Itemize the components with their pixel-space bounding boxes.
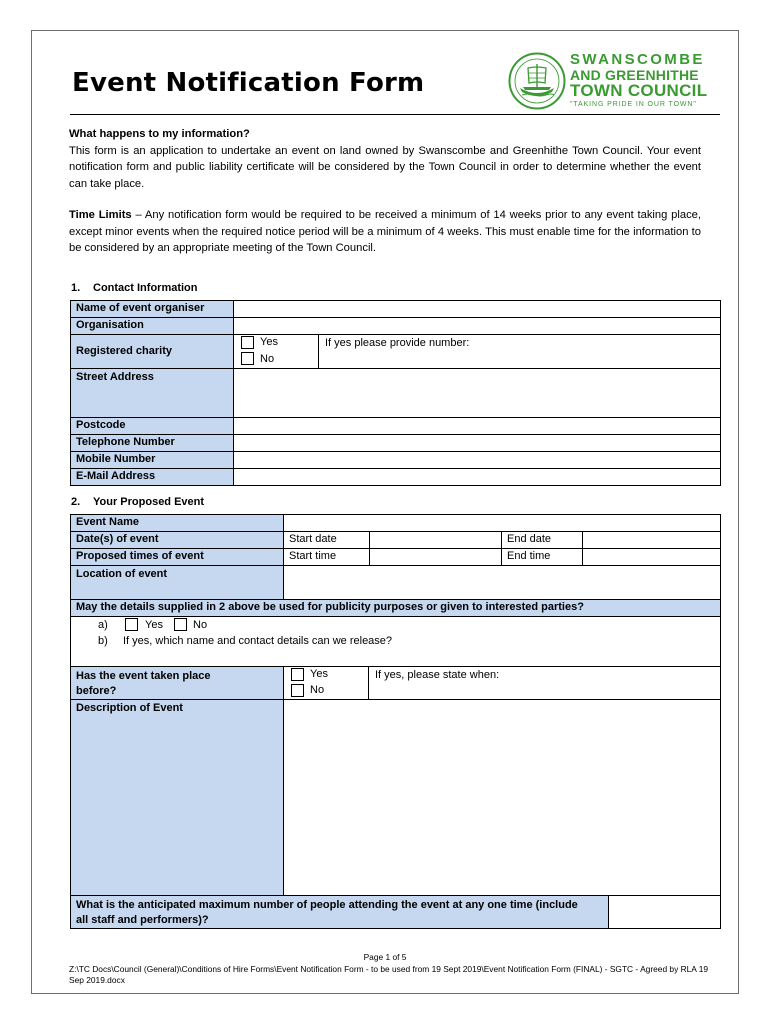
publicity-yes-label: Yes	[145, 619, 163, 631]
publicity-yes-checkbox[interactable]	[125, 618, 138, 631]
street-label: Street Address	[70, 368, 234, 418]
end-date-input[interactable]	[582, 531, 721, 549]
organisation-label: Organisation	[70, 317, 234, 335]
location-input[interactable]	[283, 565, 721, 600]
description-label: Description of Event	[70, 699, 284, 896]
publicity-question: May the details supplied in 2 above be used for publicity purposes or given to interested parties?	[70, 599, 721, 617]
location-label: Location of event	[70, 565, 284, 600]
start-date-input[interactable]	[369, 531, 502, 549]
publicity-release-question: If yes, which name and contact details can we release?	[123, 635, 393, 647]
page-number: Page 1 of 5	[363, 952, 407, 962]
event-before-yes-label: Yes	[310, 668, 328, 680]
event-before-label: Has the event taken place before?	[70, 666, 284, 700]
end-time-label: End time	[501, 548, 583, 566]
dates-label: Date(s) of event	[70, 531, 284, 549]
time-limits-label: Time Limits	[69, 209, 132, 221]
logo-line-3: TOWN COUNCIL	[570, 81, 708, 100]
section-2-heading: 2. Your Proposed Event	[71, 496, 205, 508]
start-date-label: Start date	[283, 531, 370, 549]
organiser-label: Name of event organiser	[70, 300, 234, 318]
section-1-heading: 1. Contact Information	[71, 282, 198, 294]
logo-tagline: "TAKING PRIDE IN OUR TOWN"	[570, 101, 697, 108]
publicity-item-a: a)	[98, 619, 108, 631]
end-date-label: End date	[501, 531, 583, 549]
mobile-input[interactable]	[233, 451, 721, 469]
organisation-input[interactable]	[233, 317, 721, 335]
charity-number-label: If yes please provide number:	[325, 337, 470, 349]
charity-no-label: No	[260, 353, 275, 365]
intro-section	[69, 126, 701, 192]
title-divider	[70, 114, 720, 115]
times-label: Proposed times of event	[70, 548, 284, 566]
charity-yes-checkbox[interactable]	[241, 336, 254, 349]
charity-no-checkbox[interactable]	[241, 352, 254, 365]
street-input[interactable]	[233, 368, 721, 418]
event-before-yes-checkbox[interactable]	[291, 668, 304, 681]
telephone-input[interactable]	[233, 434, 721, 452]
time-limits-text: – Any notification form would be required to be received a minimum of 14 weeks prior to any event taking place, except minor events when the required notice period will be a minimum of 4 weeks. This must enable time for the information to be considered by an appropriate meeting of the Town Council.	[69, 209, 702, 254]
intro-heading: What happens to my information?	[69, 128, 250, 140]
email-label: E-Mail Address	[70, 468, 234, 486]
event-before-no-label: No	[310, 684, 325, 696]
council-logo	[508, 50, 723, 112]
end-time-input[interactable]	[582, 548, 721, 566]
mobile-label: Mobile Number	[70, 451, 234, 469]
charity-label: Registered charity	[70, 334, 234, 369]
publicity-item-b: b)	[98, 635, 108, 647]
postcode-label: Postcode	[70, 417, 234, 435]
intro-paragraph: This form is an application to undertake an event on land owned by Swanscombe and Greenhithe Town Council. Your event notification form and public liability certificate will be considered by the Town Council in order to determine whether the event can take place.	[69, 144, 701, 190]
start-time-input[interactable]	[369, 548, 502, 566]
event-name-label: Event Name	[70, 514, 284, 532]
file-path-footer: Z:\TC Docs\Council (General)\Conditions of Hire Forms\Event Notification Form - to be used from 19 Sept 2019\Event Notification Form (FINAL) - SGTC - Agreed by RLA 19 Sep 2019.docx	[69, 964, 709, 985]
email-input[interactable]	[233, 468, 721, 486]
attendance-question: What is the anticipated maximum number of people attending the event at any one time (include all staff and performers)?	[70, 895, 609, 929]
event-before-when-field[interactable]	[368, 666, 721, 700]
ship-emblem-icon	[508, 52, 566, 110]
publicity-no-checkbox[interactable]	[174, 618, 187, 631]
logo-line-2: AND GREENHITHE	[570, 67, 699, 83]
description-input[interactable]	[283, 699, 721, 896]
charity-number-field[interactable]	[318, 334, 721, 369]
logo-line-1: SWANSCOMBE	[570, 51, 705, 68]
organiser-input[interactable]	[233, 300, 721, 318]
event-name-input[interactable]	[283, 514, 721, 532]
page-title: Event Notification Form	[72, 68, 425, 98]
charity-yes-label: Yes	[260, 336, 278, 348]
start-time-label: Start time	[283, 548, 370, 566]
event-before-when-label: If yes, please state when:	[375, 669, 500, 681]
telephone-label: Telephone Number	[70, 434, 234, 452]
time-limits-paragraph	[69, 207, 701, 257]
postcode-input[interactable]	[233, 417, 721, 435]
attendance-input[interactable]	[608, 895, 721, 929]
event-before-no-checkbox[interactable]	[291, 684, 304, 697]
publicity-no-label: No	[193, 619, 208, 631]
